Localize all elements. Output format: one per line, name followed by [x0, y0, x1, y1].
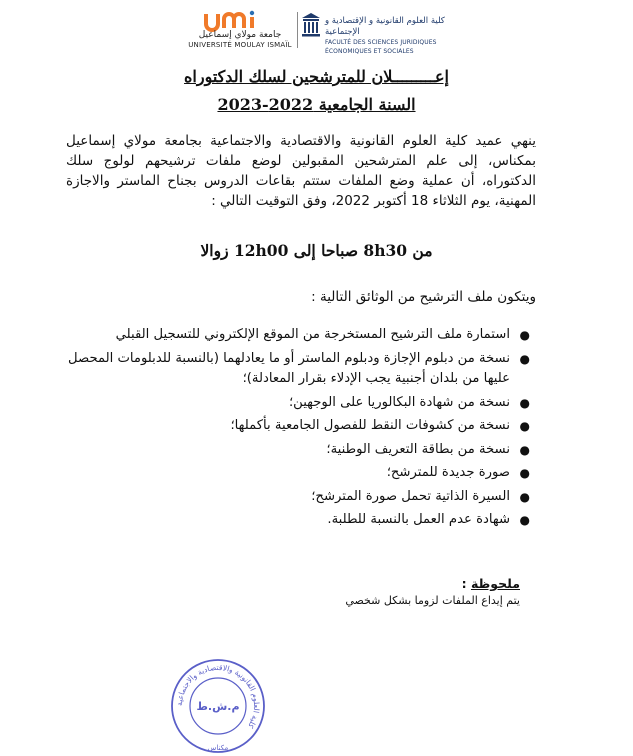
university-name-latin: UNIVERSITÉ MOULAY ISMAÏL	[188, 41, 292, 49]
list-item	[66, 440, 532, 461]
documents-intro: ويتكون ملف الترشيح من الوثائق التالية :	[311, 289, 536, 305]
schedule-time: من 8h30 صباحا إلى 12h00 زوالا	[200, 241, 433, 260]
note-label-text: ملحوظة	[470, 576, 520, 591]
document-item-text: نسخة من كشوفات النقط للفصول الجامعية بأكملها؛	[230, 418, 510, 433]
faculty-name-french: FACULTÉ DES SCIENCES JURIDIQUES ÉCONOMIQUES ET SOCIALES	[325, 39, 437, 55]
note-label	[0, 576, 520, 591]
bullet-icon: ●	[519, 442, 530, 457]
letterhead	[0, 6, 633, 55]
stamp-center-text: م.ش.ط	[196, 700, 240, 713]
announcement-title-text: إعـــــــــلان للمترشحين لسلك الدكتوراه	[184, 67, 449, 86]
faculty-name	[325, 16, 455, 56]
bullet-icon: ●	[519, 466, 530, 480]
document-item-text: صورة جديدة للمترشح؛	[386, 465, 510, 480]
list-item	[66, 416, 532, 437]
bullet-icon: ●	[519, 328, 530, 342]
intro-paragraph: ينهي عميد كلية العلوم القانونية والاقتصادية والاجتماعية بجامعة مولاي إسماعيل بمكناس، إلى علم المترشحين المقبولين لوضع ملفات ترشيحهم لولوج سلك الدكتوراه، أن عملية وضع الملفات ستتم بقاعات الدروس بجناح الماستر والاجازة المهنية، يوم الثلاثاء 18 أكتوبر 2022، وفق التوقيت التالي :	[66, 133, 536, 209]
document-item-text: نسخة من شهادة البكالوريا على الوجهين؛	[288, 394, 510, 410]
list-item	[66, 487, 532, 508]
announcement-title	[0, 66, 633, 88]
note-colon: :	[461, 576, 471, 591]
stamp-ring-text: كلية العلوم القانونية والاقتصادية والاجتماعية	[174, 662, 262, 730]
header-divider	[297, 12, 298, 48]
bullet-icon: ●	[519, 513, 530, 527]
document-item-text: شهادة عدم العمل بالنسبة للطلبة.	[327, 512, 510, 527]
documents-list	[66, 325, 532, 534]
bullet-icon: ●	[519, 351, 530, 366]
official-stamp-icon	[168, 656, 268, 756]
list-item	[66, 463, 532, 484]
list-item	[66, 349, 532, 390]
stamp-city-text: مكناس	[207, 744, 229, 752]
academic-year-text: السنة الجامعية 2022-2023	[217, 95, 416, 114]
bullet-icon: ●	[519, 489, 530, 504]
document-item-text: نسخة من دبلوم الإجازة ودبلوم الماستر أو ما يعادلهما (بالنسبة للدبلومات المحصل عليها من بلدان أجنبية يجب الإدلاء بقرار المعادلة)؛	[68, 350, 510, 386]
university-name-arabic: جامعة مولاي إسماعيل	[198, 30, 282, 40]
bullet-icon: ●	[519, 395, 530, 410]
bullet-icon: ●	[519, 419, 530, 433]
note-text: يتم إيداع الملفات لزوما بشكل شخصي	[345, 594, 520, 607]
faculty-name-arabic: كلية العلوم القانونية و الإقتصادية و الإجتماعية	[325, 16, 445, 37]
document-item-text: السيرة الذاتية تحمل صورة المترشح؛	[311, 488, 510, 504]
academic-year	[0, 94, 633, 116]
document-item-text: نسخة من بطاقة التعريف الوطنية؛	[326, 441, 510, 457]
list-item	[66, 510, 532, 531]
document-item-text: استمارة ملف الترشيح المستخرجة من الموقع الإلكتروني للتسجيل القبلي	[115, 327, 510, 342]
list-item	[66, 325, 532, 346]
faculty-building-icon	[300, 12, 322, 38]
umi-logo-mark-icon	[202, 10, 274, 32]
university-logo	[186, 10, 294, 50]
list-item	[66, 393, 532, 414]
